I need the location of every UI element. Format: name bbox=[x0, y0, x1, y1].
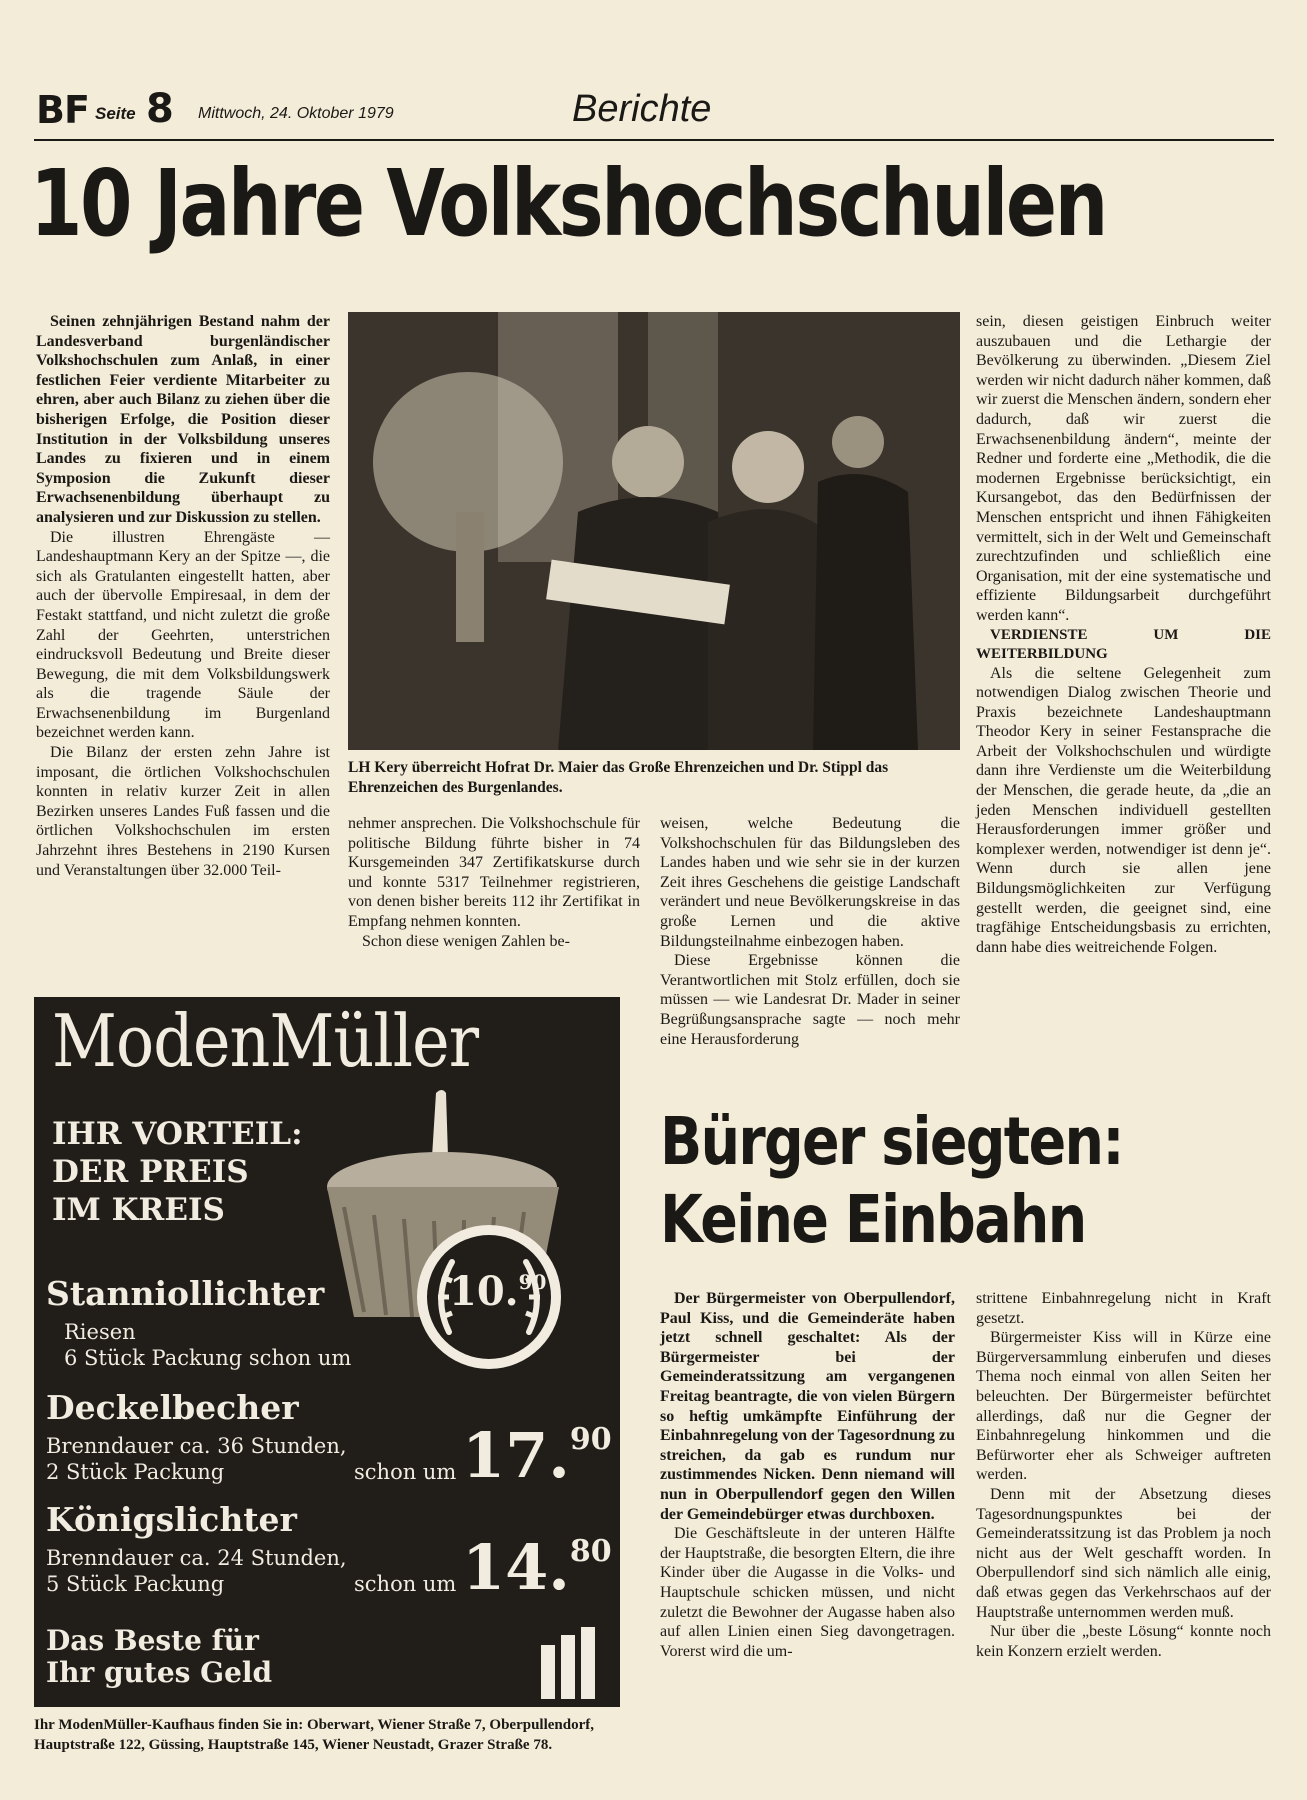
article2-p1: Die Geschäftsleute in der unteren Hälfte der Hauptstraße, die besorgten Eltern, die ihre Kinder über die Augasse in die Volks- und Hauptschule schicken müssen, und nicht zuletzt die Bewohner der Augasse haben also auf allen Linien einen Sieg davongetragen. Vorerst wird die um- bbox=[660, 1525, 955, 1660]
article2-p4: Denn mit der Absetzung dieses Tagesordnungspunktes bei der Gemeinderatssitzung ist das Problem ja noch nicht aus der Welt geschafft worden. In Oberpullendorf sind sich nämlich alle einig, daß etwas gegen das Verkehrschaos auf der Hauptstraße unternommen werden muß. bbox=[976, 1485, 1271, 1621]
ad-price bbox=[462, 1531, 612, 1604]
article1-photo bbox=[348, 312, 960, 750]
article1-col2 bbox=[348, 814, 640, 951]
ad-schon-um: schon um bbox=[354, 1572, 457, 1596]
article2-lead: Der Bürgermeister von Oberpullendorf, Paul Kiss, und die Gemeinderäte haben jetzt schnell geschaltet: Als der Bürgermeister bei der Gemeinderatssitzung am vergangenen Freitag beantragte, die von vielen Bürgern so heftig umkämpfte Einführung der Einbahnregelung von der Tagesordnung zu streichen, da gab es rundum nur zustimmendes Nicken. Denn niemand will nun in Oberpullendorf gegen den Willen der Gemeindebürger etwas durchboxen. bbox=[660, 1290, 955, 1523]
ad-footer-addresses: Ihr ModenMüller-Kaufhaus finden Sie in: Oberwart, Wiener Straße 7, Oberpullendorf, Hauptstraße 122, Güssing, Hauptstraße 145, Wiener Neustadt, Grazer Straße 78. bbox=[34, 1717, 595, 1753]
article1-lead: Seinen zehnjährigen Bestand nahm der Landesverband burgenländischer Volkshochschulen zum Anlaß, in einer festlichen Feier verdiente Mitarbeiter zu ehren, aber auch Bilanz zu ziehen über die bisherigen Erfolge, die Position dieser Institution in der Volksbildung unseres Landes zu fixieren und in einem Symposion die Zukunft dieser Erwachsenenbildung überhaupt zu analysieren und zur Diskussion zu stellen. bbox=[36, 313, 330, 526]
article1-col1-p1: Die illustren Ehrengäste — Landeshauptmann Kery an der Spitze —, die sich als Gratulanten eingestellt hatten, aber auch der übervolle Empiresaal, in dem der Festakt stattfand, und nicht zuletzt die große Zahl der Geehrten, unterstrichen eindrucksvoll Bedeutung und Breite dieser Bewegung, die mit dem Volksbildungswerk als die tragende Säule der Erwachsenenbildung im Burgenland bezeichnet werden kann. bbox=[36, 528, 330, 742]
page-headline: 10 Jahre Volkshochschulen bbox=[30, 150, 1106, 257]
article2-p2: strittene Einbahnregelung nicht in Kraft gesetzt. bbox=[976, 1290, 1271, 1327]
ad-price-main: 17. bbox=[462, 1419, 570, 1492]
ad-product-line: Brenndauer ca. 36 Stunden, bbox=[46, 1434, 347, 1458]
ad-brand: ModenMüller bbox=[52, 999, 479, 1083]
article2-col1 bbox=[660, 1289, 955, 1661]
article1-col4 bbox=[976, 312, 1271, 957]
badge-price-cents: 90 bbox=[518, 1270, 547, 1294]
ad-slogan-line: DER PREIS bbox=[52, 1154, 249, 1190]
article1-subhead: VERDIENSTE UM DIE WEITERBILDUNG bbox=[976, 626, 1271, 662]
masthead-page-number: 8 bbox=[146, 86, 174, 132]
article1-col3 bbox=[660, 814, 960, 1049]
article2-col2 bbox=[976, 1289, 1271, 1661]
ad-product-details bbox=[46, 1545, 347, 1597]
article2-p3: Bürgermeister Kiss will in Kürze eine Bürgerversammlung einberufen und dieses Thema noch einmal von allen Seiten her beleuchten. Der Bürgermeister befürchtet allerdings, daß nur die Gegner der Einbahnregelung hinkommen und die Befürworter eher als Schweiger auftreten werden. bbox=[976, 1329, 1271, 1484]
ad-tagline-line: Ihr gutes Geld bbox=[46, 1656, 273, 1689]
ad-price-cents: 80 bbox=[569, 1534, 612, 1569]
ad-price-main: 14. bbox=[462, 1531, 570, 1604]
ad-product-name: Stanniollichter bbox=[46, 1274, 325, 1313]
article1-col4-p1: sein, diesen geistigen Einbruch weiter auszubauen und die Lethargie der Bevölkerung zu überwinden. „Diesem Ziel werden wir nicht dadurch näher kommen, daß wir zuerst die Menschen ändern, sondern eher dadurch, daß wir zuerst die Erwachsenenbildung ändern“, meinte der Redner und forderte eine „Methodik, die die modernen Ergebnisse berücksichtigt, ein Kursangebot, das den Bedürfnissen der Menschen entspricht und ihnen Fähigkeiten vermittelt, sich in der Welt und Gemeinschaft zurechtzufinden und schließlich eine Organisation, mit der eine systematische und effiziente Bildungsarbeit durchgeführt werden kann“. bbox=[976, 313, 1271, 624]
ad-slogan-line: IHR VORTEIL: bbox=[52, 1116, 303, 1152]
ad-product-details bbox=[64, 1319, 351, 1371]
ad-tagline bbox=[46, 1625, 272, 1689]
article2-headline-line: Bürger siegten: bbox=[660, 1103, 1123, 1180]
article1-col2-p1: nehmer ansprechen. Die Volkshochschule für politische Bildung führte bisher in 74 Kursgemeinden 347 Zertifikatskurse durch und konnte 5317 Teilnehmer registrieren, von denen bisher bereits 112 ihr Zertifikat in Empfang nehmen konnten. bbox=[348, 815, 640, 930]
article1-col1 bbox=[36, 312, 330, 880]
article1-col3-p2: Diese Ergebnisse können die Verantwortlichen mit Stolz erfüllen, doch sie müssen — wie Landesrat Dr. Mader in seiner Begrüßungsansprache sagte — noch mehr eine Herausforderung bbox=[660, 952, 960, 1048]
ad-product-name: Deckelbecher bbox=[46, 1388, 299, 1427]
ad-slogan-line: IM KREIS bbox=[52, 1192, 225, 1228]
article1-col1-p2: Die Bilanz der ersten zehn Jahre ist imposant, die örtlichen Volkshochschulen konnten in relativ kurzer Zeit in allen Bezirken unseres Landes Fuß fassen und die örtlichen Volkshochschulen im ersten Jahrzehnt ihres Bestehens in 2190 Kursen und Veranstaltungen über 32.000 Teil- bbox=[36, 744, 330, 879]
ad-product-details bbox=[46, 1433, 347, 1485]
article1-col2-p2: Schon diese wenigen Zahlen be- bbox=[362, 932, 570, 950]
ad-product-line: Riesen bbox=[64, 1320, 136, 1344]
ad-product-line: 2 Stück Packung bbox=[46, 1460, 225, 1484]
ad-price-cents: 90 bbox=[569, 1422, 612, 1457]
masthead-page-label: Seite bbox=[95, 104, 136, 123]
ad-product-name: Königslichter bbox=[46, 1500, 297, 1539]
ad-product-line: Brenndauer ca. 24 Stunden, bbox=[46, 1546, 347, 1570]
ad-schon-um: schon um bbox=[354, 1460, 457, 1484]
advertisement-modenmueller bbox=[34, 997, 620, 1707]
article2-p5: Nur über die „beste Lösung“ konnte noch kein Konzern erzielt werden. bbox=[976, 1623, 1271, 1660]
ad-product-line: 6 Stück Packung schon um bbox=[64, 1346, 352, 1370]
article1-col4-p2: Als die seltene Gelegenheit zum notwendigen Dialog zwischen Theorie und Praxis bezeichnete Landeshauptmann Theodor Kery in seiner Festansprache die Arbeit der Volkshochschulen und würdigte dann ihre Verdienste um die Weiterbildung der Menschen, die gerade heute, da „die an jeden Menschen individuell gestellten Herausforderungen immer größer und komplexer werden, notwendiger ist denn je“. Wenn durch sie allen jene Bildungsmöglichkeiten zur Verfügung gestellt werden, die geeignet sind, eine tragfähige Entscheidungsbasis zu errichten, dann habe dies weitreichende Folgen. bbox=[976, 664, 1271, 956]
masthead-section: Berichte bbox=[572, 88, 712, 130]
masthead-paper: BF bbox=[36, 88, 89, 132]
ad-price bbox=[462, 1419, 612, 1492]
article2-headline bbox=[660, 1103, 1123, 1259]
ad-tagline-line: Das Beste für bbox=[46, 1624, 259, 1657]
ad-product-line: 5 Stück Packung bbox=[46, 1572, 225, 1596]
masthead-rule bbox=[34, 139, 1274, 141]
photo-caption: LH Kery überreicht Hofrat Dr. Maier das Große Ehrenzeichen und Dr. Stippl das Ehrenzeichen des Burgenlandes. bbox=[348, 759, 889, 796]
badge-price-main: 10. bbox=[449, 1268, 519, 1315]
photo-ceremony-illustration bbox=[348, 312, 960, 750]
badge-price bbox=[449, 1268, 547, 1315]
masthead-date: Mittwoch, 24. Oktober 1979 bbox=[198, 105, 394, 122]
ad-slogan bbox=[52, 1115, 303, 1229]
article2-headline-line: Keine Einbahn bbox=[660, 1181, 1086, 1258]
modenmueller-logo-icon bbox=[539, 1627, 599, 1699]
article1-col3-p1: weisen, welche Bedeutung die Volkshochschulen für das Bildungsleben des Landes haben und wie sehr sie in der kurzen Zeit ihres Geschehens die geistige Landschaft verändert und neue Bevölkerungskreise in das große Lernen und die aktive Bildungsteilnahme einbezogen haben. bbox=[660, 815, 960, 950]
